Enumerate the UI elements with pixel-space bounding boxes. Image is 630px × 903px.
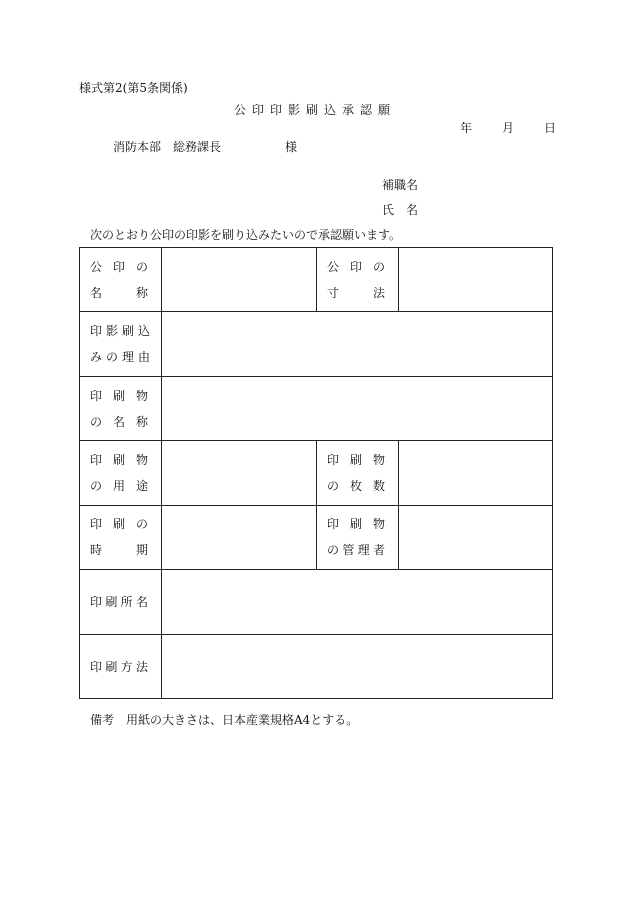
application-table	[79, 247, 553, 699]
honorific: 様	[285, 140, 298, 154]
label-line: 印 刷 物	[327, 517, 385, 532]
applicant-position-label: 補職名	[382, 178, 419, 192]
label-line: の 用 途	[90, 478, 148, 493]
table-row	[80, 312, 553, 376]
label-line: 印 刷 の	[90, 517, 148, 532]
label-line: 公 印 の	[327, 259, 385, 274]
label-line: 印 刷 方 法	[90, 659, 148, 674]
label-line: 時 期	[90, 543, 148, 558]
printed-item-manager-field[interactable]	[399, 505, 553, 569]
day-label: 日	[544, 121, 557, 135]
print-location-field[interactable]	[162, 570, 553, 634]
addressee-line	[113, 138, 297, 155]
label-line: 名 称	[90, 285, 148, 300]
table-row	[80, 634, 553, 698]
addressee: 消防本部 総務課長	[113, 140, 222, 154]
label-line: の 管 理 者	[327, 543, 385, 558]
document-title: 公印印影刷込承認願	[233, 103, 396, 117]
label-line: み の 理 由	[90, 350, 150, 365]
intro-text: 次のとおり公印の印影を刷り込みたいので承認願います。	[90, 228, 402, 242]
table-row	[80, 570, 553, 634]
seal-name-field[interactable]	[162, 248, 317, 312]
seal-size-field[interactable]	[399, 248, 553, 312]
printed-item-use-label	[80, 441, 162, 505]
print-period-label	[80, 505, 162, 569]
label-line: 印 刷 所 名	[90, 595, 148, 610]
month-label: 月	[502, 121, 515, 135]
printed-item-use-field[interactable]	[162, 441, 317, 505]
applicant-name-label: 氏 名	[382, 203, 419, 217]
date-line	[460, 119, 556, 136]
printed-item-name-field[interactable]	[162, 376, 553, 440]
label-line: 印 刷 物	[90, 452, 148, 467]
year-label: 年	[460, 121, 473, 135]
label-line: 公 印 の	[90, 259, 148, 274]
label-line: の 名 称	[90, 414, 148, 429]
label-line: 寸 法	[327, 285, 385, 300]
print-method-label	[80, 634, 162, 698]
note-text: 備考 用紙の大きさは、日本産業規格A4とする。	[90, 713, 359, 727]
printed-item-manager-label	[317, 505, 399, 569]
print-period-field[interactable]	[162, 505, 317, 569]
form-number: 様式第2(第5条関係)	[79, 81, 188, 95]
seal-name-label	[80, 248, 162, 312]
label-line: 印 影 刷 込	[90, 324, 150, 339]
table-row	[80, 441, 553, 505]
table-row	[80, 376, 553, 440]
seal-size-label	[317, 248, 399, 312]
printed-item-count-field[interactable]	[399, 441, 553, 505]
table-row	[80, 248, 553, 312]
reason-label	[80, 312, 162, 376]
label-line: の 枚 数	[327, 478, 385, 493]
reason-field[interactable]	[162, 312, 553, 376]
printed-item-count-label	[317, 441, 399, 505]
printed-item-name-label	[80, 376, 162, 440]
table-row	[80, 505, 553, 569]
label-line: 印 刷 物	[90, 388, 148, 403]
print-location-label	[80, 570, 162, 634]
label-line: 印 刷 物	[327, 452, 385, 467]
print-method-field[interactable]	[162, 634, 553, 698]
